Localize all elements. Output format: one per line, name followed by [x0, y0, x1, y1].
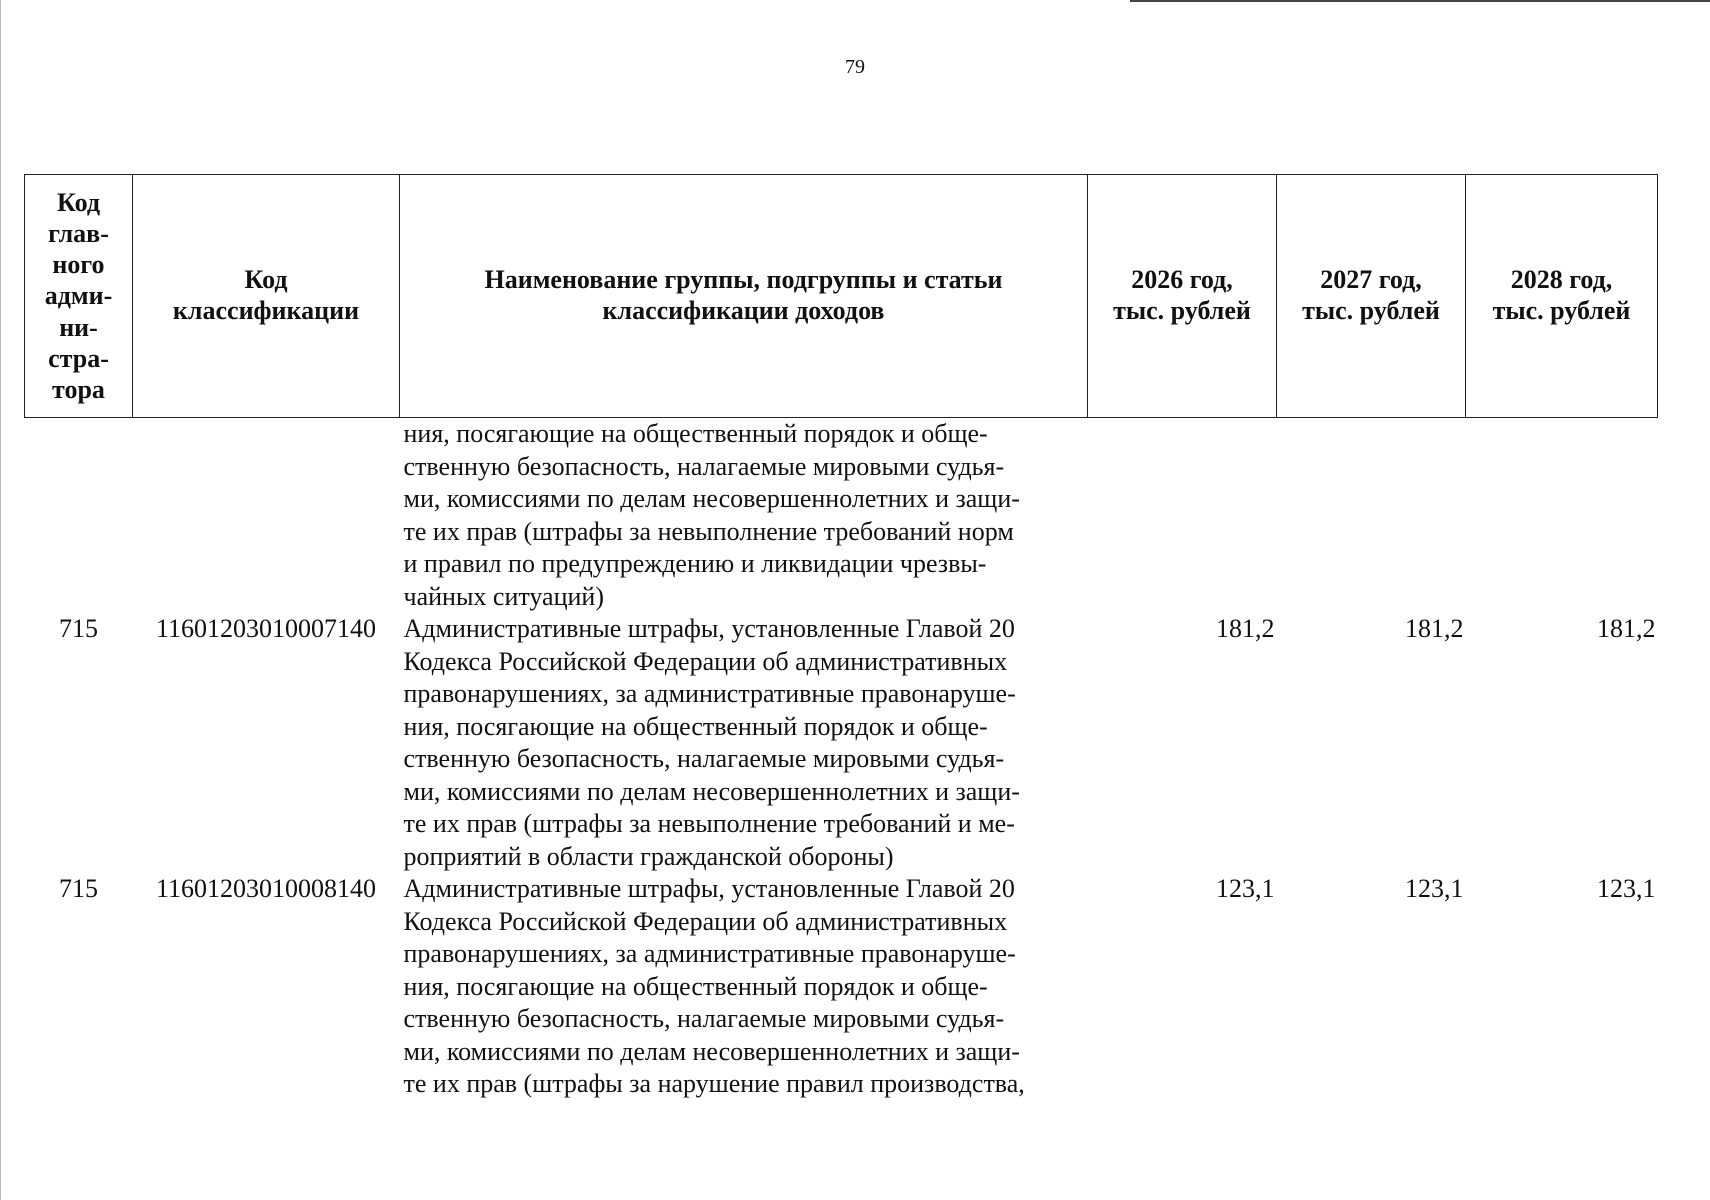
table-row: [25, 873, 1658, 1101]
page-number: 79: [845, 56, 865, 78]
value-2026-cell: 123,1: [1216, 874, 1275, 903]
classification-code-cell: 11601203010007140: [155, 614, 377, 643]
admin-code-cell: 715: [59, 614, 98, 643]
classification-code-cell: 11601203010008140: [155, 874, 377, 903]
header-admin-code: Код глав- ного адми- ни- стра- тора: [25, 175, 133, 418]
name-cell: ния, посягающие на общественный порядок и обще- ственную безопасность, налагаемые мировыми судья- ми, комиссиями по делам несовершеннолетних и защи- те их прав (штрафы за невыполнение требований норм и правил по предупреждению и ликвидации чрезвы- чайных ситуаций): [403, 419, 1020, 611]
header-name: Наименование группы, подгруппы и статьи классификации доходов: [400, 175, 1088, 418]
name-cell: Административные штрафы, установленные Главой 20 Кодекса Российской Федерации об административных правонарушениях, за административные правонаруше- ния, посягающие на общественный порядок и обще- ственную безопасность, налагаемые мировыми судья- ми, комиссиями по делам несовершеннолетних и защи- те их прав (штрафы за невыполнение требований и ме- роприятий в области гражданской обороны): [403, 614, 1020, 871]
value-2027-cell: 181,2: [1405, 614, 1464, 643]
revenue-table: [24, 174, 1658, 1101]
value-2027-cell: 123,1: [1405, 874, 1464, 903]
admin-code-cell: 715: [59, 874, 98, 903]
header-classification-code: Код классификации: [133, 175, 400, 418]
table-row: [25, 418, 1658, 614]
classification-code-cell: [133, 418, 400, 614]
value-2026-cell: 181,2: [1216, 614, 1275, 643]
value-2028-cell: [1466, 418, 1658, 614]
name-cell: Административные штрафы, установленные Главой 20 Кодекса Российской Федерации об административных правонарушениях, за административные правонаруше- ния, посягающие на общественный порядок и обще- ственную безопасность, налагаемые мировыми судья- ми, комиссиями по делам несовершеннолетних и защи- те их прав (штрафы за нарушение правил производства,: [403, 874, 1025, 1098]
table-header: [25, 175, 1658, 418]
value-2026-cell: [1088, 418, 1277, 614]
value-2027-cell: [1277, 418, 1466, 614]
header-year-2026: 2026 год, тыс. рублей: [1088, 175, 1277, 418]
table-row: [25, 613, 1658, 873]
admin-code-cell: [25, 418, 133, 614]
value-2028-cell: 181,2: [1597, 614, 1656, 643]
scan-edge-top: [1130, 0, 1710, 2]
scan-edge-left: [0, 0, 1, 1200]
header-year-2028: 2028 год, тыс. рублей: [1466, 175, 1658, 418]
value-2028-cell: 123,1: [1597, 874, 1656, 903]
header-year-2027: 2027 год, тыс. рублей: [1277, 175, 1466, 418]
